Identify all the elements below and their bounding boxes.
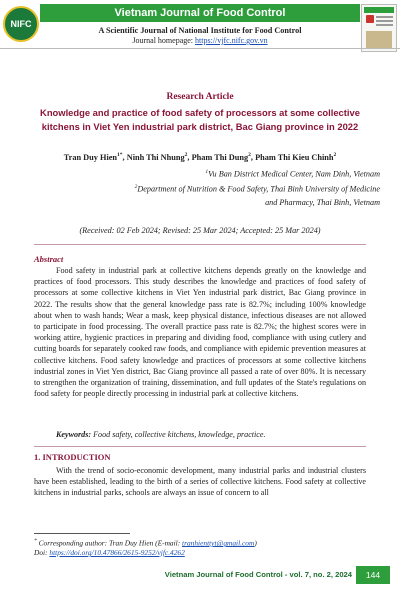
affiliation-text: and Pharmacy, Thai Binh, Vietnam: [265, 198, 380, 207]
author-name: Ninh Thi Nhung: [126, 152, 185, 162]
article-type: Research Article: [166, 92, 234, 102]
keywords: [34, 430, 366, 439]
author-name: Pham Thi Dung: [191, 152, 249, 162]
footnote-mark: *: [34, 538, 37, 544]
nifc-logo: [3, 6, 39, 42]
homepage-label: Journal homepage:: [132, 36, 196, 45]
journal-subtitle: A Scientific Journal of National Institute for Food Control: [98, 26, 302, 35]
logo-text: NIFC: [10, 19, 32, 29]
author-superscript: 2: [248, 152, 251, 158]
affiliation-text: Department of Nutrition & Food Safety, Thai Binh University of Medicine: [137, 184, 380, 194]
journal-header: [0, 0, 400, 76]
doi-line: [34, 548, 366, 558]
affiliation: [50, 169, 380, 179]
author-superscript: 2: [184, 152, 188, 158]
affiliation: [50, 184, 380, 194]
author-name: Tran Duy Hien: [63, 152, 118, 162]
abstract-top-rule: [34, 244, 366, 245]
journal-homepage: [40, 36, 360, 45]
author-list: Tran Duy Hien$^{1*}$, Ninh Thi Nhung$^2$, Pham Thi Dung$^2$, Pham Thi Kieu Chinh$^2$: [63, 152, 337, 162]
page-number: 144: [356, 566, 390, 584]
footnote-rule: [34, 533, 130, 534]
affiliation-text: Vu Ban District Medical Center, Nam Dinh, Vietnam: [208, 169, 380, 179]
article-title: Knowledge and practice of food safety of processors at some collective kitchens in Viet Yen industrial park district, Bac Giang province in 2022: [40, 107, 360, 132]
affiliation-superscript: 1: [205, 169, 209, 175]
keywords-text: Food safety, collective kitchens, knowledge, practice.: [93, 430, 266, 439]
author-superscript: 2: [333, 152, 337, 158]
corresponding-author-note: [34, 537, 366, 548]
article-dates: (Received: 02 Feb 2024; Revised: 25 Mar 2024; Accepted: 25 Mar 2024): [79, 226, 321, 235]
keywords-label: Keywords:: [56, 430, 92, 439]
footnote: [34, 537, 366, 558]
corresponding-author-label: Corresponding author: Tran Duy Hien (E-mail:: [36, 538, 183, 548]
doi-link[interactable]: https://doi.org/10.47866/2615-9252/vjfc.4262: [49, 548, 185, 558]
abstract-heading: Abstract: [34, 254, 64, 264]
journal-name: Vietnam Journal of Food Control: [114, 7, 286, 19]
homepage-link[interactable]: https://vjfc.nifc.gov.vn: [195, 36, 268, 45]
header-divider: [0, 48, 400, 49]
abstract-bottom-rule: [34, 446, 366, 447]
introduction-text: With the trend of socio-economic development, many industrial parks and industrial clusters have been established, leading to the birth of a series of collective kitchens. Food safety at collective kitchens in industrial parks, schools are always an issue of concern to all: [34, 466, 366, 498]
footer-citation: Vietnam Journal of Food Control - vol. 7, no. 2, 2024: [164, 570, 352, 579]
doi-label: Doi:: [34, 548, 50, 558]
corresponding-author-close: ): [254, 538, 257, 548]
author-name: Pham Thi Kieu Chinh: [255, 152, 334, 162]
introduction-heading: 1. INTRODUCTION: [34, 452, 111, 462]
journal-cover-thumbnail: [361, 4, 397, 52]
author-superscript: 1*: [117, 152, 123, 158]
affiliation-superscript: 2: [134, 184, 138, 190]
abstract-text: Food safety in industrial park at collective kitchens depends greatly on the knowledge and practices of food processors. This study describes the knowledge and practices of food safety of processors at some collective kitchens in Viet Yen industrial park district, Bac Giang province in 2022. The results show that the general knowledge pass rate is 82.7%; including 100% knowledge about when to wash hands; Wear a mask, keep physical distance, infectious diseases are not allowed to participate in food processing. The overall practice pass rate is 82.7%; the highest scores were in working attire, hygienic practices in preparing and dividing food, compliance with using cutlery and cutting boards for separately cooked raw foods, and compliance with epidemic prevention measures at collective kitchens. Food safety knowledge and practices of processors at some collective kitchens industrial zones in Viet Yen district, Bac Giang province all passed a rate of over 80%. It is necessary to strengthen the organization of training, dissemination, and full updates of the State's regulations on food safety for people directly processing in industrial park at collective kitchens.: [34, 266, 366, 399]
author-email-link[interactable]: tranhienttyt@gmail.com: [182, 538, 255, 548]
affiliation: [50, 198, 380, 207]
